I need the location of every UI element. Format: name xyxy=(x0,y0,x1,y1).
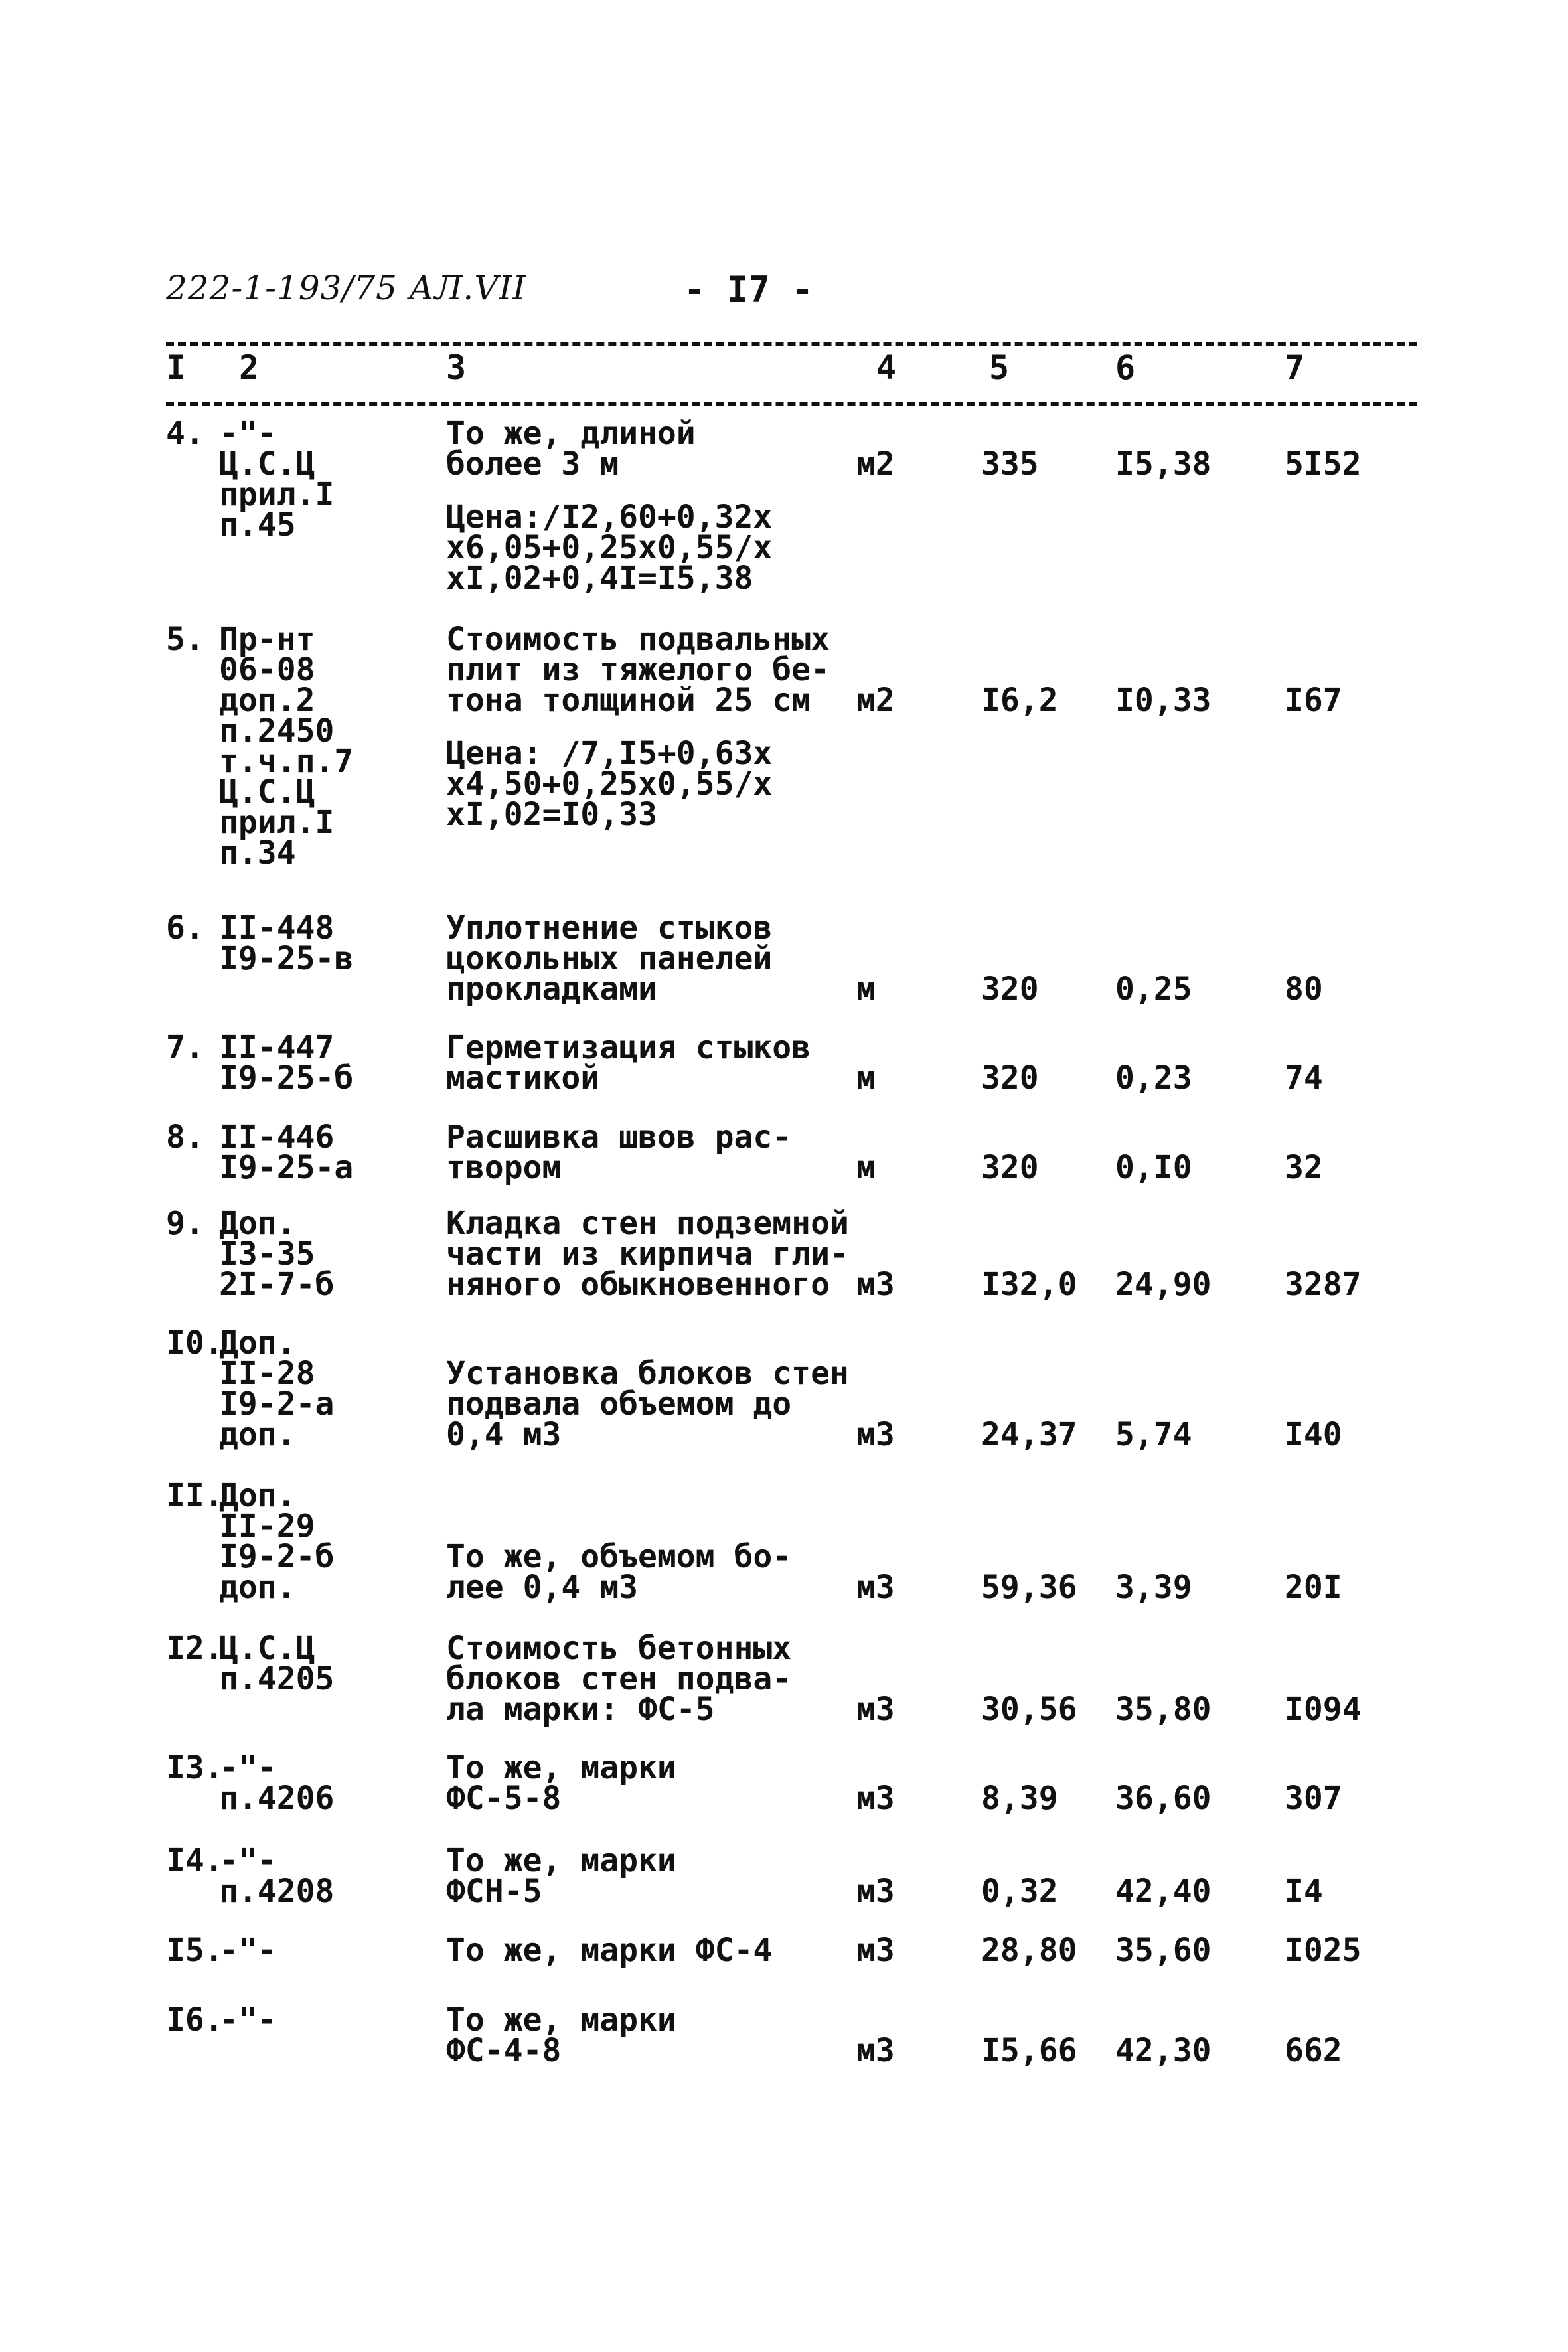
row-unit: м3 xyxy=(856,1266,895,1303)
row-unit-price: 0,25 xyxy=(1115,971,1192,1008)
row-total: 32 xyxy=(1285,1149,1323,1186)
row-unit: м3 xyxy=(856,1416,895,1453)
row-code xyxy=(219,1842,335,1910)
row-unit-price: 35,60 xyxy=(1115,1932,1212,1969)
row-number: 4. xyxy=(166,415,204,452)
row-description-line: тона толщиной 25 см xyxy=(446,682,811,719)
row-unit-price: 3,39 xyxy=(1115,1569,1192,1606)
row-unit-price: 35,80 xyxy=(1115,1691,1212,1728)
row-number: I3. xyxy=(166,1749,224,1786)
row-code-line: п.4205 xyxy=(219,1660,335,1697)
row-description-line: Кладка стен подземной xyxy=(446,1205,849,1242)
row-total: 662 xyxy=(1285,2032,1342,2069)
row-description xyxy=(446,1205,849,1303)
row-unit-price: 36,60 xyxy=(1115,1780,1212,1817)
row-description xyxy=(446,2001,676,2069)
row-code-line: Доп. xyxy=(219,1205,296,1242)
row-description-line: Стоимость бетонных xyxy=(446,1630,792,1667)
row-total: I67 xyxy=(1285,682,1342,719)
row-description-line: Установка блоков стен xyxy=(446,1355,849,1392)
column-number-6: 6 xyxy=(1115,349,1136,387)
row-code xyxy=(219,1630,335,1697)
row-description-line: То же, марки xyxy=(446,1749,676,1786)
row-unit-price: I5,38 xyxy=(1115,445,1212,483)
row-description-line: То же, длиной xyxy=(446,415,696,452)
price-formula-line: хI,02=I0,33 xyxy=(446,796,657,833)
row-quantity: 24,37 xyxy=(981,1416,1077,1453)
row-code-line: доп.2 xyxy=(219,682,315,719)
row-number: 8. xyxy=(166,1119,204,1156)
row-number: I4. xyxy=(166,1842,224,1879)
column-number-3: 3 xyxy=(446,349,467,387)
row-code-line: I9-25-а xyxy=(219,1149,354,1186)
row-code xyxy=(219,1749,335,1817)
row-total: 5I52 xyxy=(1285,445,1362,483)
column-number-2: 2 xyxy=(239,349,260,387)
row-total: I4 xyxy=(1285,1873,1323,1910)
row-unit: м xyxy=(856,1059,876,1097)
row-description xyxy=(446,415,773,597)
row-unit-price: 42,30 xyxy=(1115,2032,1212,2069)
row-unit-price: 24,90 xyxy=(1115,1266,1212,1303)
row-description xyxy=(446,1630,792,1728)
row-code xyxy=(219,1477,335,1606)
row-code-line: Ц.С.Ц xyxy=(219,1630,315,1667)
row-quantity: 8,39 xyxy=(981,1780,1058,1817)
column-number-1: I xyxy=(166,349,187,387)
row-quantity: I6,2 xyxy=(981,682,1058,719)
row-description xyxy=(446,1538,792,1606)
price-formula-line: х6,05+0,25х0,55/х xyxy=(446,529,773,566)
row-number: 5. xyxy=(166,621,204,658)
row-code-line: II-448 xyxy=(219,909,335,947)
row-number: I5. xyxy=(166,1932,224,1969)
row-quantity: 320 xyxy=(981,971,1039,1008)
row-code-line: 06-08 xyxy=(219,651,315,688)
row-code-line: Пр-нт xyxy=(219,621,315,658)
row-code-line: II-29 xyxy=(219,1508,315,1545)
row-number: 6. xyxy=(166,909,204,947)
row-quantity: 0,32 xyxy=(981,1873,1058,1910)
column-number-4: 4 xyxy=(876,349,897,387)
row-code-line: -"- xyxy=(219,1749,277,1786)
row-total: 74 xyxy=(1285,1059,1323,1097)
row-description xyxy=(446,1355,849,1453)
row-description-line: цокольных панелей xyxy=(446,940,773,977)
row-description-line: Герметизация стыков xyxy=(446,1029,811,1066)
row-description xyxy=(446,909,773,1008)
row-code-line: II-446 xyxy=(219,1119,335,1156)
row-number: I2. xyxy=(166,1630,224,1667)
row-description-line: То же, марки xyxy=(446,2001,676,2039)
row-code-line: п.34 xyxy=(219,834,296,872)
row-description-line: Расшивка швов рас- xyxy=(446,1119,792,1156)
row-description-line: ФСН-5 xyxy=(446,1873,542,1910)
row-unit-price: 42,40 xyxy=(1115,1873,1212,1910)
column-number-5: 5 xyxy=(989,349,1010,387)
row-description xyxy=(446,1749,676,1817)
row-code-line: прил.I xyxy=(219,804,335,841)
row-code-line: -"- xyxy=(219,415,277,452)
row-unit: м3 xyxy=(856,1932,895,1969)
row-code xyxy=(219,2001,277,2039)
header-rule-bottom xyxy=(166,402,1417,406)
row-code xyxy=(219,1205,335,1303)
row-code-line: доп. xyxy=(219,1416,296,1453)
row-code-line: -"- xyxy=(219,1932,277,1969)
price-formula-line: Цена: /7,I5+0,63х xyxy=(446,735,773,772)
column-numbers-row xyxy=(0,349,1568,395)
header-rule-top xyxy=(166,342,1417,346)
row-number: 9. xyxy=(166,1205,204,1242)
row-code-line: I3-35 xyxy=(219,1235,315,1273)
row-description xyxy=(446,1932,773,1969)
row-unit: м2 xyxy=(856,682,895,719)
row-code-line: Доп. xyxy=(219,1477,296,1514)
row-number: I6. xyxy=(166,2001,224,2039)
row-quantity: 320 xyxy=(981,1149,1039,1186)
row-description-line: прокладками xyxy=(446,971,657,1008)
row-code xyxy=(219,1932,277,1969)
row-description-line: Уплотнение стыков xyxy=(446,909,773,947)
row-code-line: п.4206 xyxy=(219,1780,335,1817)
row-unit: м3 xyxy=(856,1780,895,1817)
price-formula-line: хI,02+0,4I=I5,38 xyxy=(446,560,753,597)
price-formula-line: Цена:/I2,60+0,32х xyxy=(446,499,773,536)
row-code xyxy=(219,1119,354,1186)
row-code-line: I9-2-б xyxy=(219,1538,335,1575)
row-code-line: Ц.С.Ц xyxy=(219,445,315,483)
row-total: 80 xyxy=(1285,971,1323,1008)
row-unit: м3 xyxy=(856,1691,895,1728)
row-code-line: Ц.С.Ц xyxy=(219,773,315,811)
price-formula xyxy=(446,735,830,833)
row-quantity: I32,0 xyxy=(981,1266,1077,1303)
row-description-line: ФС-5-8 xyxy=(446,1780,562,1817)
row-description-line: няного обыкновенного xyxy=(446,1266,830,1303)
row-number: II. xyxy=(166,1477,224,1514)
column-number-7: 7 xyxy=(1285,349,1305,387)
row-code-line: Доп. xyxy=(219,1324,296,1362)
row-unit-price: 0,23 xyxy=(1115,1059,1192,1097)
row-code xyxy=(219,1029,354,1097)
row-code xyxy=(219,1324,335,1453)
row-code xyxy=(219,415,335,544)
row-code-line: -"- xyxy=(219,1842,277,1879)
row-unit: м xyxy=(856,1149,876,1186)
row-unit-price: I0,33 xyxy=(1115,682,1212,719)
price-formula xyxy=(446,499,773,597)
row-unit: м2 xyxy=(856,445,895,483)
row-quantity: I5,66 xyxy=(981,2032,1077,2069)
row-total: 307 xyxy=(1285,1780,1342,1817)
row-unit: м3 xyxy=(856,1569,895,1606)
row-code-line: II-28 xyxy=(219,1355,315,1392)
row-code-line: -"- xyxy=(219,2001,277,2039)
row-unit-price: 5,74 xyxy=(1115,1416,1192,1453)
row-unit-price: 0,I0 xyxy=(1115,1149,1192,1186)
row-number: 7. xyxy=(166,1029,204,1066)
row-code-line: п.45 xyxy=(219,507,296,544)
row-unit: м xyxy=(856,971,876,1008)
row-description-line: мастикой xyxy=(446,1059,600,1097)
page-header xyxy=(166,269,1427,329)
row-description-line: ФС-4-8 xyxy=(446,2032,562,2069)
row-description-line: твором xyxy=(446,1149,562,1186)
row-code-line: п.2450 xyxy=(219,712,335,749)
row-total: I094 xyxy=(1285,1691,1362,1728)
row-code-line: 2I-7-б xyxy=(219,1266,335,1303)
row-code-line: II-447 xyxy=(219,1029,335,1066)
row-code-line: прил.I xyxy=(219,476,335,513)
row-description-line: 0,4 м3 xyxy=(446,1416,562,1453)
row-description-line: более 3 м xyxy=(446,445,619,483)
row-description-line: Стоимость подвальных xyxy=(446,621,830,658)
row-description xyxy=(446,1029,811,1097)
row-description-line: подвала объемом до xyxy=(446,1385,792,1423)
row-code-line: доп. xyxy=(219,1569,296,1606)
row-description-line: части из кирпича гли- xyxy=(446,1235,849,1273)
page-number: - I7 - xyxy=(684,269,814,311)
row-code-line: п.4208 xyxy=(219,1873,335,1910)
row-unit: м3 xyxy=(856,2032,895,2069)
row-quantity: 28,80 xyxy=(981,1932,1077,1969)
row-total: I40 xyxy=(1285,1416,1342,1453)
row-description-line: блоков стен подва- xyxy=(446,1660,792,1697)
row-description xyxy=(446,1119,792,1186)
row-quantity: 320 xyxy=(981,1059,1039,1097)
row-description-line: То же, объемом бо- xyxy=(446,1538,792,1575)
row-unit: м3 xyxy=(856,1873,895,1910)
row-description-line: То же, марки ФС-4 xyxy=(446,1932,773,1969)
row-description xyxy=(446,1842,676,1910)
row-quantity: 30,56 xyxy=(981,1691,1077,1728)
row-total: I025 xyxy=(1285,1932,1362,1969)
row-code xyxy=(219,621,354,872)
row-number: I0. xyxy=(166,1324,224,1362)
document-code: 222-1-193/75 АЛ.VII xyxy=(166,269,526,307)
row-code-line: I9-2-а xyxy=(219,1385,335,1423)
row-quantity: 59,36 xyxy=(981,1569,1077,1606)
price-formula-line: х4,50+0,25х0,55/х xyxy=(446,765,773,803)
row-description-line: То же, марки xyxy=(446,1842,676,1879)
row-code xyxy=(219,909,354,977)
row-code-line: I9-25-в xyxy=(219,940,354,977)
row-code-line: т.ч.п.7 xyxy=(219,743,354,780)
row-description-line: лее 0,4 м3 xyxy=(446,1569,638,1606)
row-description xyxy=(446,621,830,833)
row-total: 20I xyxy=(1285,1569,1342,1606)
row-total: 3287 xyxy=(1285,1266,1362,1303)
row-code-line: I9-25-б xyxy=(219,1059,354,1097)
row-quantity: 335 xyxy=(981,445,1039,483)
row-description-line: плит из тяжелого бе- xyxy=(446,651,830,688)
row-description-line: ла марки: ФС-5 xyxy=(446,1691,715,1728)
